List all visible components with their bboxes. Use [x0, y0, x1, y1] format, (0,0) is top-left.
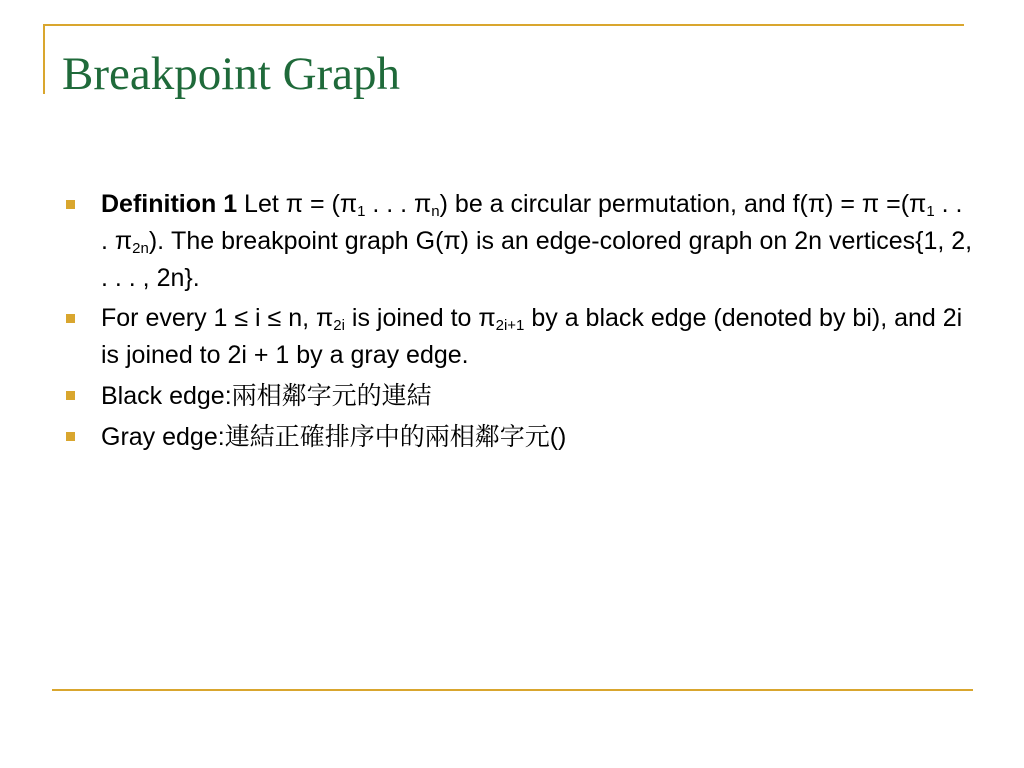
definition-label: Definition 1 — [101, 190, 238, 218]
text-segment: () — [549, 423, 567, 451]
gray-edge-label: Gray edge: — [101, 423, 225, 451]
text-segment: by a black edge (denoted by bi), and 2i is joined to 2i + 1 by a gray edge. — [101, 304, 963, 369]
text-segment: For every 1 ≤ i ≤ n, π — [101, 304, 334, 332]
subscript: 1 — [357, 203, 366, 220]
black-edge-description: 兩相鄰字元的連結 — [231, 381, 432, 410]
bullet-list — [66, 186, 976, 459]
subscript: 2n — [132, 240, 149, 257]
bullet-edges — [66, 300, 976, 374]
frame-top-line — [43, 24, 964, 26]
bullet-black-edge — [66, 377, 976, 415]
bullet-gray-edge — [66, 418, 976, 456]
bullet-definition — [66, 186, 976, 297]
subscript: n — [431, 203, 440, 220]
gray-edge-description: 連結正確排序中的兩相鄰字元 — [224, 422, 550, 451]
text-segment: . . . π — [365, 190, 432, 218]
frame-bottom-line — [52, 689, 973, 691]
subscript: 1 — [926, 203, 935, 220]
square-bullet-icon — [66, 432, 75, 441]
subscript: 2i — [333, 317, 345, 334]
text-segment: Let π = (π — [237, 190, 358, 218]
frame-left-line — [43, 24, 45, 94]
text-segment: ). The breakpoint graph G(π) is an edge-colored graph on 2n vertices{1, 2, . . . , 2n}. — [101, 227, 973, 292]
subscript: 2i+1 — [495, 317, 525, 334]
text-segment: is joined to π — [344, 304, 496, 332]
square-bullet-icon — [66, 391, 75, 400]
slide-title: Breakpoint Graph — [62, 48, 401, 100]
square-bullet-icon — [66, 200, 75, 209]
square-bullet-icon — [66, 314, 75, 323]
text-segment: ) be a circular permutation, and f(π) = π =(π — [439, 190, 927, 218]
text-segment: . . . π — [101, 190, 963, 255]
black-edge-label: Black edge: — [101, 382, 232, 410]
